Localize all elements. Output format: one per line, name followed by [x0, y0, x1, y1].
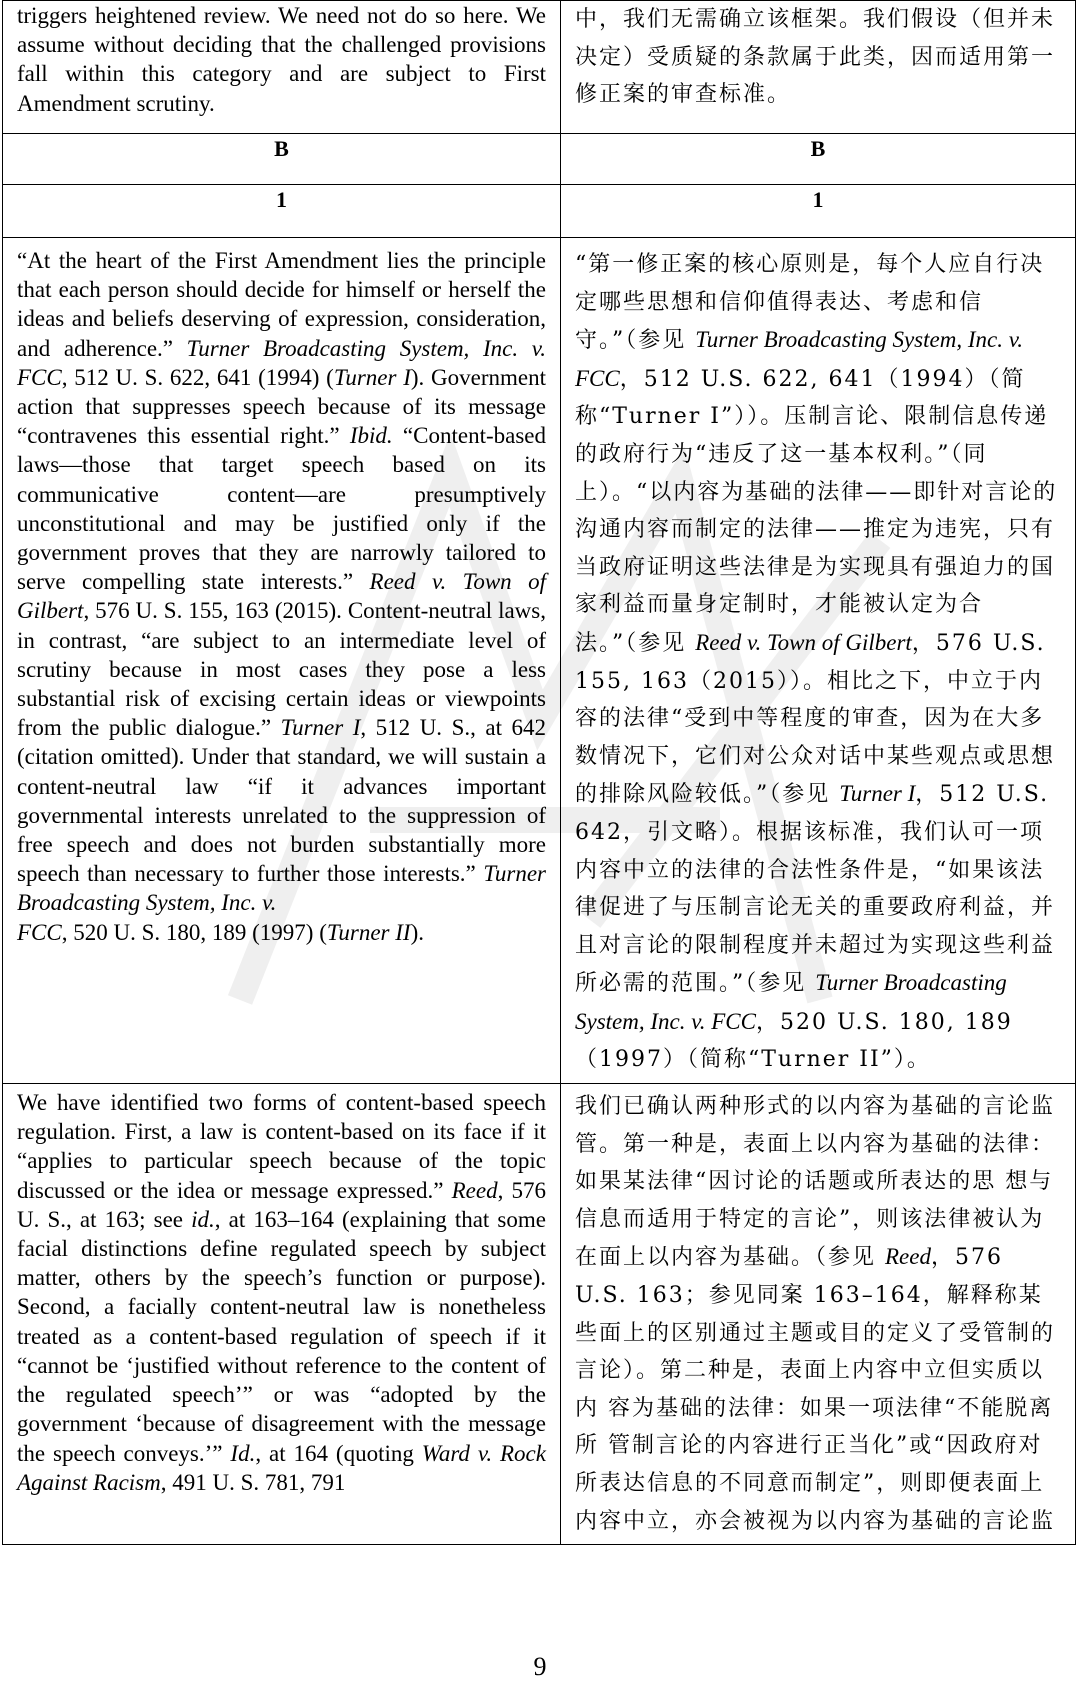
case-citation: Reed v. Town of Gilbert [695, 629, 912, 655]
text-run: ，520 U.S. 180, 189（1997）（简称“Turner II”）。 [575, 1009, 1013, 1073]
chinese-paragraph [575, 1088, 1061, 1540]
case-citation: Reed [451, 1177, 498, 1203]
text-run: ，512 U.S. 642，引文略）。根据该标准，我们认可一项内容中立的法律的合法性条件是，“如果该法律促进了与压制言论无关的重要政府利益，并且对言论的限制程度并未超过为实现这些利益所必需的范围。”（参见 [575, 782, 1056, 997]
text-run: “At the heart of the First Amendment lies the principle that each person should decide for himself or herself the ideas and beliefs deserving of expression, consideration, and adherence.” [17, 248, 546, 361]
text-run: ，576 U.S. 163；参见同案 163–164，解释称某些面上的区别通过主题或目的定义了受管制的言论）。第二种是，表面上内容中立但实质以内 容为基础的法律：如果一项法律“不能脱离所 管制言论的内容进行正当化”或“因政府对所表达信息的不同意而制定”，则即便表面上内容中立，亦会被视为以内容为基础的言论监 [575, 1245, 1056, 1534]
case-citation: Id. [230, 1440, 256, 1466]
english-paragraph [17, 1088, 546, 1497]
subsection-heading-en: 1 [3, 185, 561, 238]
text-run: “第一修正案的核心原则是，每个人应自行决定哪些思想和信仰值得表达、考虑和信守。”（参见 [575, 252, 1045, 354]
text-run: , at 164 (quoting [255, 1440, 422, 1466]
text-run: ). [410, 919, 424, 945]
text-run: ，512 U.S. 622, 641（1994）（简称“Turner I”））。压制言论、限制信息传递的政府行为“违反了这一基本权利。”（同上）。“以内容为基础的法律——即针对言论的沟通内容而制定的法律——推定为违宪，只有当政府证明这些法律是为实现具有强迫力的国家利益而量身定制时，才能被认定为合法。”（参见 [575, 366, 1058, 656]
section-heading-zh: B [561, 134, 1076, 185]
chinese-cell [561, 1, 1076, 134]
english-cell [3, 1, 561, 134]
text-run: , at 163–164 (explaining that some facial distinctions define regulated speech by subject matter, others by the speech’s function or purpose). Second, a facially content-neutral law is nonetheless treated as a content-based regulation of speech if it “cannot be ‘justified without reference to the content of the regulated speech’” or was “adopted by the government ‘because of disagreement with the message the speech conveys.’” [17, 1206, 546, 1466]
text-run: 我们已确认两种形式的以内容为基础的言论监管。第一种是，表面上以内容为基础的法律：如果某法律“因讨论的话题或所表达的思 想与信息而适用于特定的言论”，则该法律被认为在面上以内容为基础。（参见 [575, 1094, 1056, 1271]
case-citation: Turner I [333, 364, 411, 390]
case-citation: Ward v. Rock Against Racism [17, 1440, 546, 1495]
case-citation: FCC [17, 919, 62, 945]
text-run: , 512 U. S. 622, 641 (1994) ( [61, 364, 334, 390]
page-number: 9 [533, 1652, 547, 1681]
case-citation: Turner II [326, 919, 411, 945]
chinese-cell [561, 1084, 1076, 1545]
english-paragraph [17, 246, 546, 947]
bilingual-table [2, 0, 1076, 1545]
english-cell [3, 1084, 561, 1545]
case-citation: Turner Broadcasting System, Inc. v. FCC [575, 970, 1007, 1034]
text-run: We have identified two forms of content-based speech regulation. First, a law is content-based on its face if it “applies to particular speech because of the topic discussed or the idea or message expressed.” [17, 1090, 546, 1203]
chinese-paragraph: 中，我们无需确立该框架。我们假设（但并未决定）受质疑的条款属于此类，因而适用第一修正案的审查标准。 [575, 7, 1056, 108]
text-run: ，576 U.S. 155, 163（2015））。相比之下，中立于内容的法律“受到中等程度的审查，因为在大多数情况下，它们对公众对话中某些观点或思想的排除风险较低。”（参见 [575, 630, 1056, 808]
text-run: , 512 U. S., at 642 (citation omitted). Under that standard, we will sustain a content-neutral law “if it advances important governmental interests unrelated to the suppression of free speech and does not burden substantially more speech than necessary to further those interests.” [17, 715, 547, 887]
section-heading-en: B [3, 134, 561, 185]
case-citation: id. [191, 1206, 215, 1232]
case-citation: Turner Broadcasting System, Inc. v. FCC [575, 327, 1023, 391]
case-citation: Turner I [839, 781, 916, 807]
case-citation: Turner Broadcasting System, Inc. v. [17, 861, 546, 916]
table-row [3, 1, 1076, 134]
case-citation: Reed [885, 1244, 931, 1270]
case-citation: Turner Broadcasting System, Inc. v. FCC [17, 335, 546, 390]
table-row [3, 238, 1076, 1084]
text-run: “Content-based laws—those that target speech based on its communicative content—are presumptively unconstitutional and may be justified only if the government proves that they are narrowly tailored to serve compelling state interests.” [17, 423, 546, 595]
chinese-cell [561, 238, 1076, 1084]
text-run: ). Government action that suppresses speech because of its message “contravenes this essential right.” [17, 364, 546, 449]
case-citation: Reed v. Town of Gilbert [17, 569, 546, 624]
text-run: , 576 U. S., at 163; see [17, 1177, 546, 1232]
english-paragraph: triggers heightened review. We need not do so here. We assume without deciding that the challenged provisions fall within this category and are subject to First Amendment scrutiny. [17, 3, 546, 116]
chinese-paragraph [575, 246, 1061, 1079]
subsection-heading-zh: 1 [561, 185, 1076, 238]
table-row [3, 185, 1076, 238]
english-cell [3, 238, 561, 1084]
table-row [3, 134, 1076, 185]
text-run: , 576 U. S. 155, 163 (2015). Content-neutral laws, in contrast, “are subject to an intermediate level of scrutiny because in most cases they pose a less substantial risk of excising certain ideas or viewpoints from the public dialogue.” [17, 598, 546, 741]
table-row [3, 1084, 1076, 1545]
text-run: , 491 U. S. 781, 791 [160, 1469, 346, 1495]
text-run: , 520 U. S. 180, 189 (1997) ( [61, 919, 327, 945]
case-citation: Ibid. [349, 423, 393, 449]
case-citation: Turner I [280, 715, 361, 741]
